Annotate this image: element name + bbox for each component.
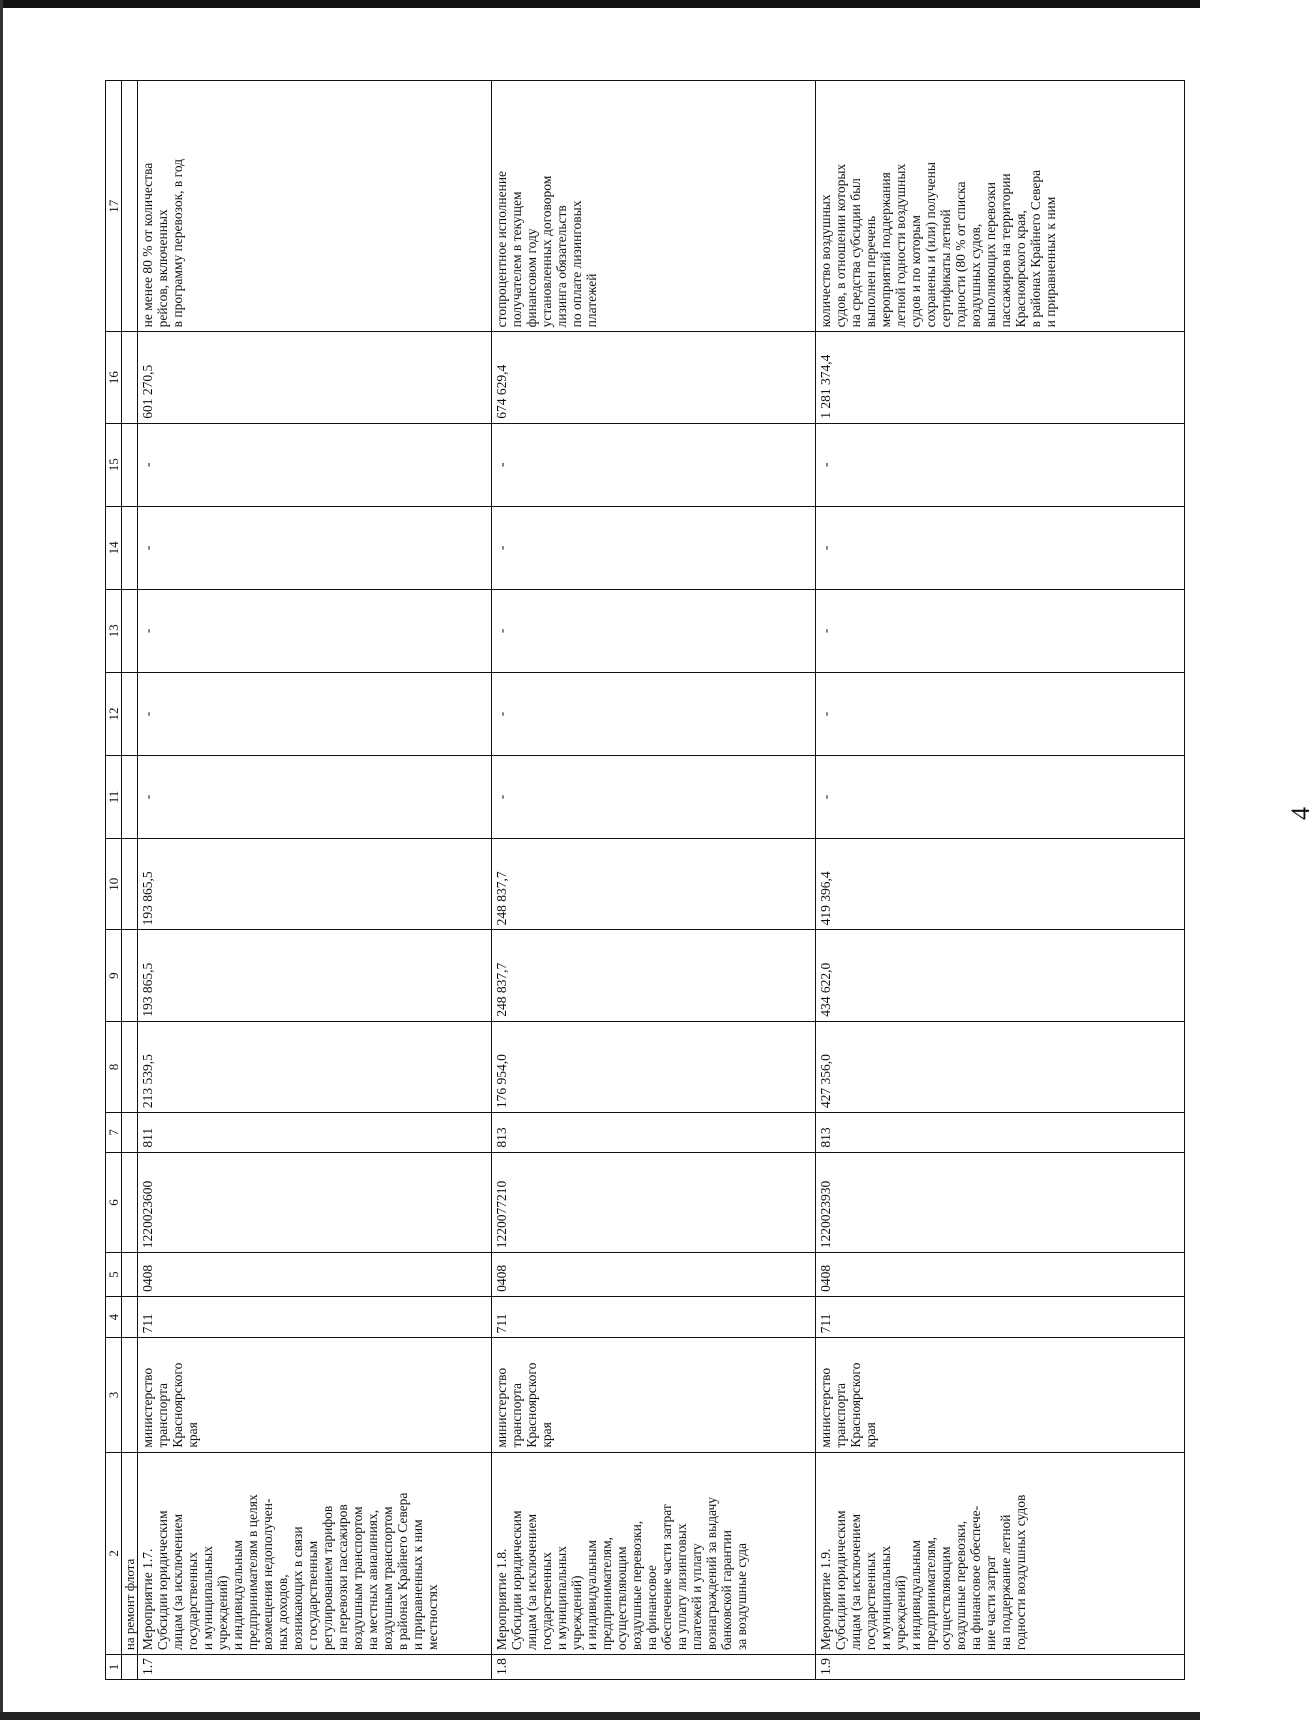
col-num-7: 7 <box>106 1113 122 1152</box>
target-article-code: 1220023600 <box>138 1152 492 1253</box>
scan-edge-bottom <box>0 1712 1200 1720</box>
executor: министерство транспорта Красноярского края <box>138 1338 492 1452</box>
col-num-9: 9 <box>106 930 122 1021</box>
value-col-12: - <box>492 672 816 755</box>
value-col-11: - <box>492 756 816 839</box>
value-col-9: 248 837,7 <box>492 930 816 1021</box>
value-col-11: - <box>815 756 1184 839</box>
col-num-10: 10 <box>106 839 122 930</box>
program-activities-table <box>105 80 1185 1680</box>
value-col-10: 419 396,4 <box>815 839 1184 930</box>
activity-name: Мероприятие 1.8. Субсидии юридическим лицам (за исключением государственных и муниципальных учреждений) и индивидуальным предпринимателям, осуществляющим воздушные перевозки, на финансовое обеспечение части затрат на уплату лизинговых платежей и уплату вознаграждений за выдачу банковской гарантии за воздушные суда <box>492 1452 816 1654</box>
continuation-row <box>122 81 138 1680</box>
grbs-code: 711 <box>138 1296 492 1338</box>
value-col-12: - <box>138 672 492 755</box>
col-num-13: 13 <box>106 589 122 672</box>
value-col-13: - <box>492 589 816 672</box>
value-col-8: 176 954,0 <box>492 1021 816 1112</box>
scan-edge-top <box>0 0 1200 8</box>
page-number: 4 <box>1286 807 1315 820</box>
value-col-12: - <box>815 672 1184 755</box>
col-num-1: 1 <box>106 1655 122 1680</box>
total-value: 601 270,5 <box>138 332 492 423</box>
col-num-11: 11 <box>106 756 122 839</box>
col-num-17: 17 <box>106 81 122 332</box>
col-num-15: 15 <box>106 423 122 506</box>
table-row <box>815 81 1184 1680</box>
col-num-8: 8 <box>106 1021 122 1112</box>
grbs-code: 711 <box>815 1296 1184 1338</box>
column-number-row <box>106 81 122 1680</box>
value-col-10: 193 865,5 <box>138 839 492 930</box>
target-article-code: 1220077210 <box>492 1152 816 1253</box>
expense-type-code: 811 <box>138 1113 492 1152</box>
col-num-5: 5 <box>106 1253 122 1297</box>
value-col-14: - <box>815 506 1184 589</box>
row-number: 1.9 <box>815 1655 1184 1680</box>
activity-name: Мероприятие 1.7. Субсидии юридическим лицам (за исключением государственных и муниципальных учреждений) и индивидуальным предпринимателям в целях возмещения недополучен- ных доходов, возникающих в связи с государственным регулированием тарифов на перевозки пассажиров воздушным транспортом на местных авиалиниях, воздушным транспортом в районах Крайнего Севера и приравненных к ним местностях <box>138 1452 492 1654</box>
col-num-2: 2 <box>106 1452 122 1654</box>
value-col-13: - <box>138 589 492 672</box>
col-num-3: 3 <box>106 1338 122 1452</box>
row-number: 1.7 <box>138 1655 492 1680</box>
activity-name: Мероприятие 1.9. Субсидии юридическим лицам (за исключением государственных и муниципальных учреждений) и индивидуальным предпринимателям, осуществляющим воздушные перевозки, на финансовое обеспече- ние части затрат на поддержание летной годности воздушных судов <box>815 1452 1184 1654</box>
row-number: 1.8 <box>492 1655 816 1680</box>
value-col-14: - <box>138 506 492 589</box>
value-col-8: 213 539,5 <box>138 1021 492 1112</box>
col-num-14: 14 <box>106 506 122 589</box>
value-col-9: 434 622,0 <box>815 930 1184 1021</box>
section-code: 0408 <box>138 1253 492 1297</box>
value-col-15: - <box>815 423 1184 506</box>
value-col-11: - <box>138 756 492 839</box>
expected-result: стопроцентное исполнение получателем в текущем финансовом году установленных договором лизинга обязательств по оплате лизинговых платежей <box>492 81 816 332</box>
value-col-10: 248 837,7 <box>492 839 816 930</box>
col-num-12: 12 <box>106 672 122 755</box>
grbs-code: 711 <box>492 1296 816 1338</box>
table-row <box>492 81 816 1680</box>
executor: министерство транспорта Красноярского края <box>492 1338 816 1452</box>
expected-result: не менее 80 % от количества рейсов, включенных в программу перевозок, в год <box>138 81 492 332</box>
target-article-code: 1220023930 <box>815 1152 1184 1253</box>
section-code: 0408 <box>815 1253 1184 1297</box>
total-value: 1 281 374,4 <box>815 332 1184 423</box>
expense-type-code: 813 <box>815 1113 1184 1152</box>
expected-result: количество воздушных судов, в отношении которых на средства субсидии был выполнен перечень мероприятий поддержания летной годности воздушных судов и по которым сохранены и (или) получены сертификаты летной годности (80 % от списка воздушных судов, выполняющих перевозки пассажиров на территории Красноярского края, в районах Крайнего Севера и приравненных к ним <box>815 81 1184 332</box>
value-col-13: - <box>815 589 1184 672</box>
value-col-14: - <box>492 506 816 589</box>
col-num-6: 6 <box>106 1152 122 1253</box>
col-num-4: 4 <box>106 1296 122 1338</box>
expense-type-code: 813 <box>492 1113 816 1152</box>
table-row <box>138 81 492 1680</box>
value-col-15: - <box>138 423 492 506</box>
col-num-16: 16 <box>106 332 122 423</box>
rotated-table-wrapper <box>105 80 1185 1680</box>
value-col-15: - <box>492 423 816 506</box>
scan-edge-left <box>0 0 3 1720</box>
executor: министерство транспорта Красноярского края <box>815 1338 1184 1452</box>
section-code: 0408 <box>492 1253 816 1297</box>
value-col-8: 427 356,0 <box>815 1021 1184 1112</box>
value-col-9: 193 865,5 <box>138 930 492 1021</box>
total-value: 674 629,4 <box>492 332 816 423</box>
continuation-cell-1 <box>122 1655 138 1680</box>
continuation-text: на ремонт флота <box>122 1452 138 1654</box>
